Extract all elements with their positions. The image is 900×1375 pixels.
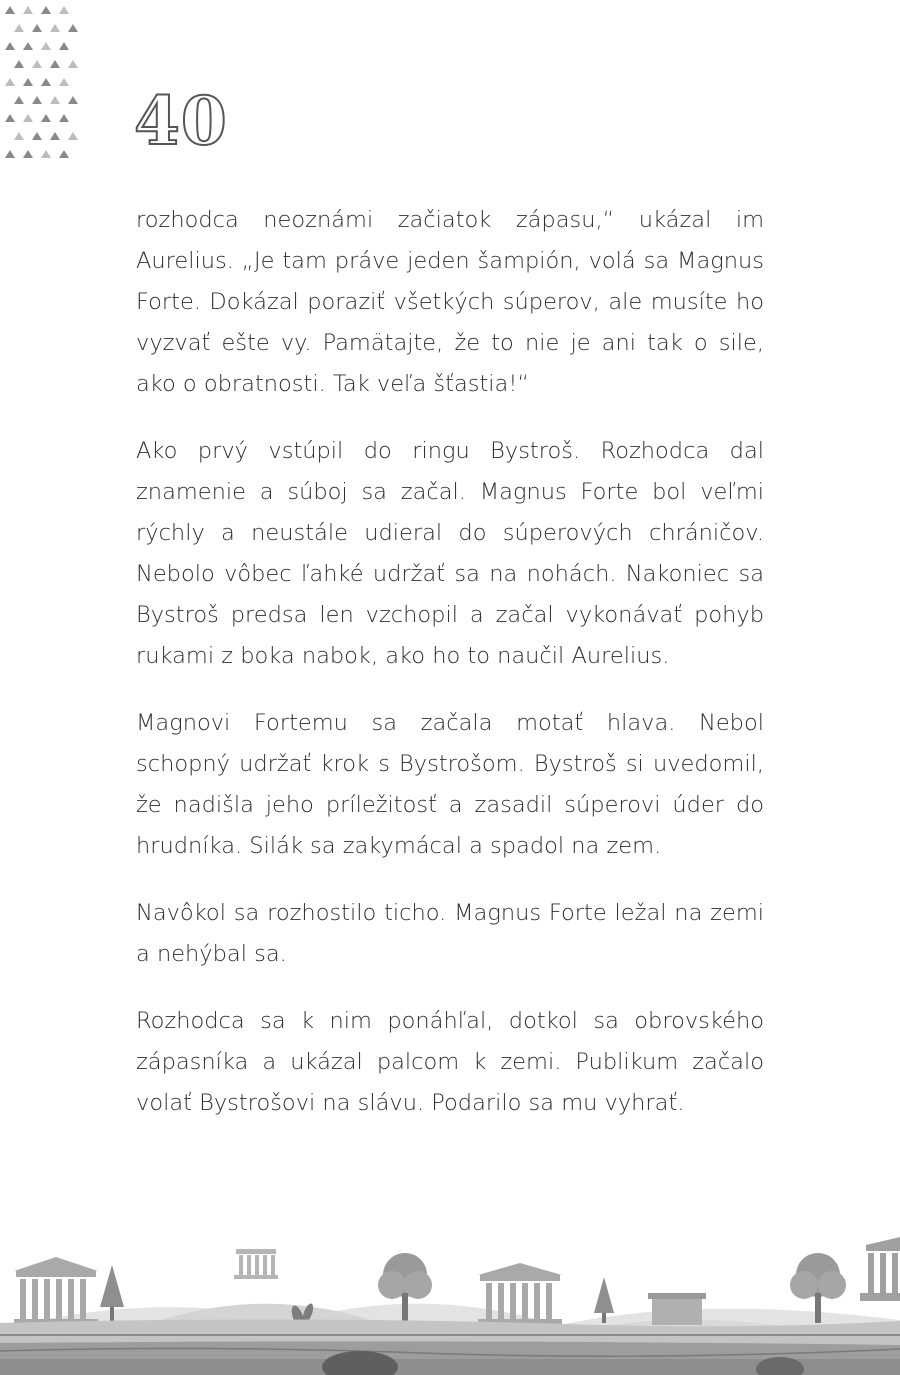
tree-right-small-icon <box>594 1277 614 1323</box>
page-number: 40 <box>134 82 228 160</box>
paragraph-5: Rozhodca sa k nim ponáhľal, dotkol sa obrovského zápasníka a ukázal palcom k zemi. Publikum začalo volať Bystrošovi na slávu. Podarilo sa mu vyhrať. <box>136 1008 764 1116</box>
temple-hill-icon <box>234 1249 278 1279</box>
paragraph-3: Magnovi Fortemu sa začala motať hlava. Nebol schopný udržať krok s Bystrošom. Bystroš si uvedomil, že nadišla jeho príležitosť a zasadil súperovi úder do hrudníka. Silák sa zakymácal a spadol na zem. <box>136 710 764 859</box>
body-text <box>136 200 764 1150</box>
house-icon <box>648 1293 706 1325</box>
temple-left-icon <box>14 1257 98 1325</box>
temple-right-icon <box>860 1237 900 1301</box>
landscape-illustration <box>0 1235 900 1375</box>
paragraph-2: Ako prvý vstúpil do ringu Bystroš. Rozhodca dal znamenie a súboj sa začal. Magnus Forte bol veľmi rýchly a neustále udieral do súperových chráničov. Nebolo vôbec ľahké udržať sa na nohách. Nakoniec sa Bystroš predsa len vzchopil a začal vykonávať pohyb rukami z boka nabok, ako ho to naučil Aurelius. <box>136 438 764 669</box>
triangle-pattern-decoration <box>0 0 80 165</box>
paragraph-1: rozhodca neoznámi začiatok zápasu,“ ukázal im Aurelius. „Je tam práve jeden šampión, volá sa Magnus Forte. Dokázal poraziť všetkých súperov, ale musíte ho vyzvať ešte vy. Pamätajte, že to nie je ani tak o sile, ako o obratnosti. Tak veľa šťastia!“ <box>136 207 764 397</box>
paragraph-4: Navôkol sa rozhostilo ticho. Magnus Forte ležal na zemi a nehýbal sa. <box>136 900 764 967</box>
